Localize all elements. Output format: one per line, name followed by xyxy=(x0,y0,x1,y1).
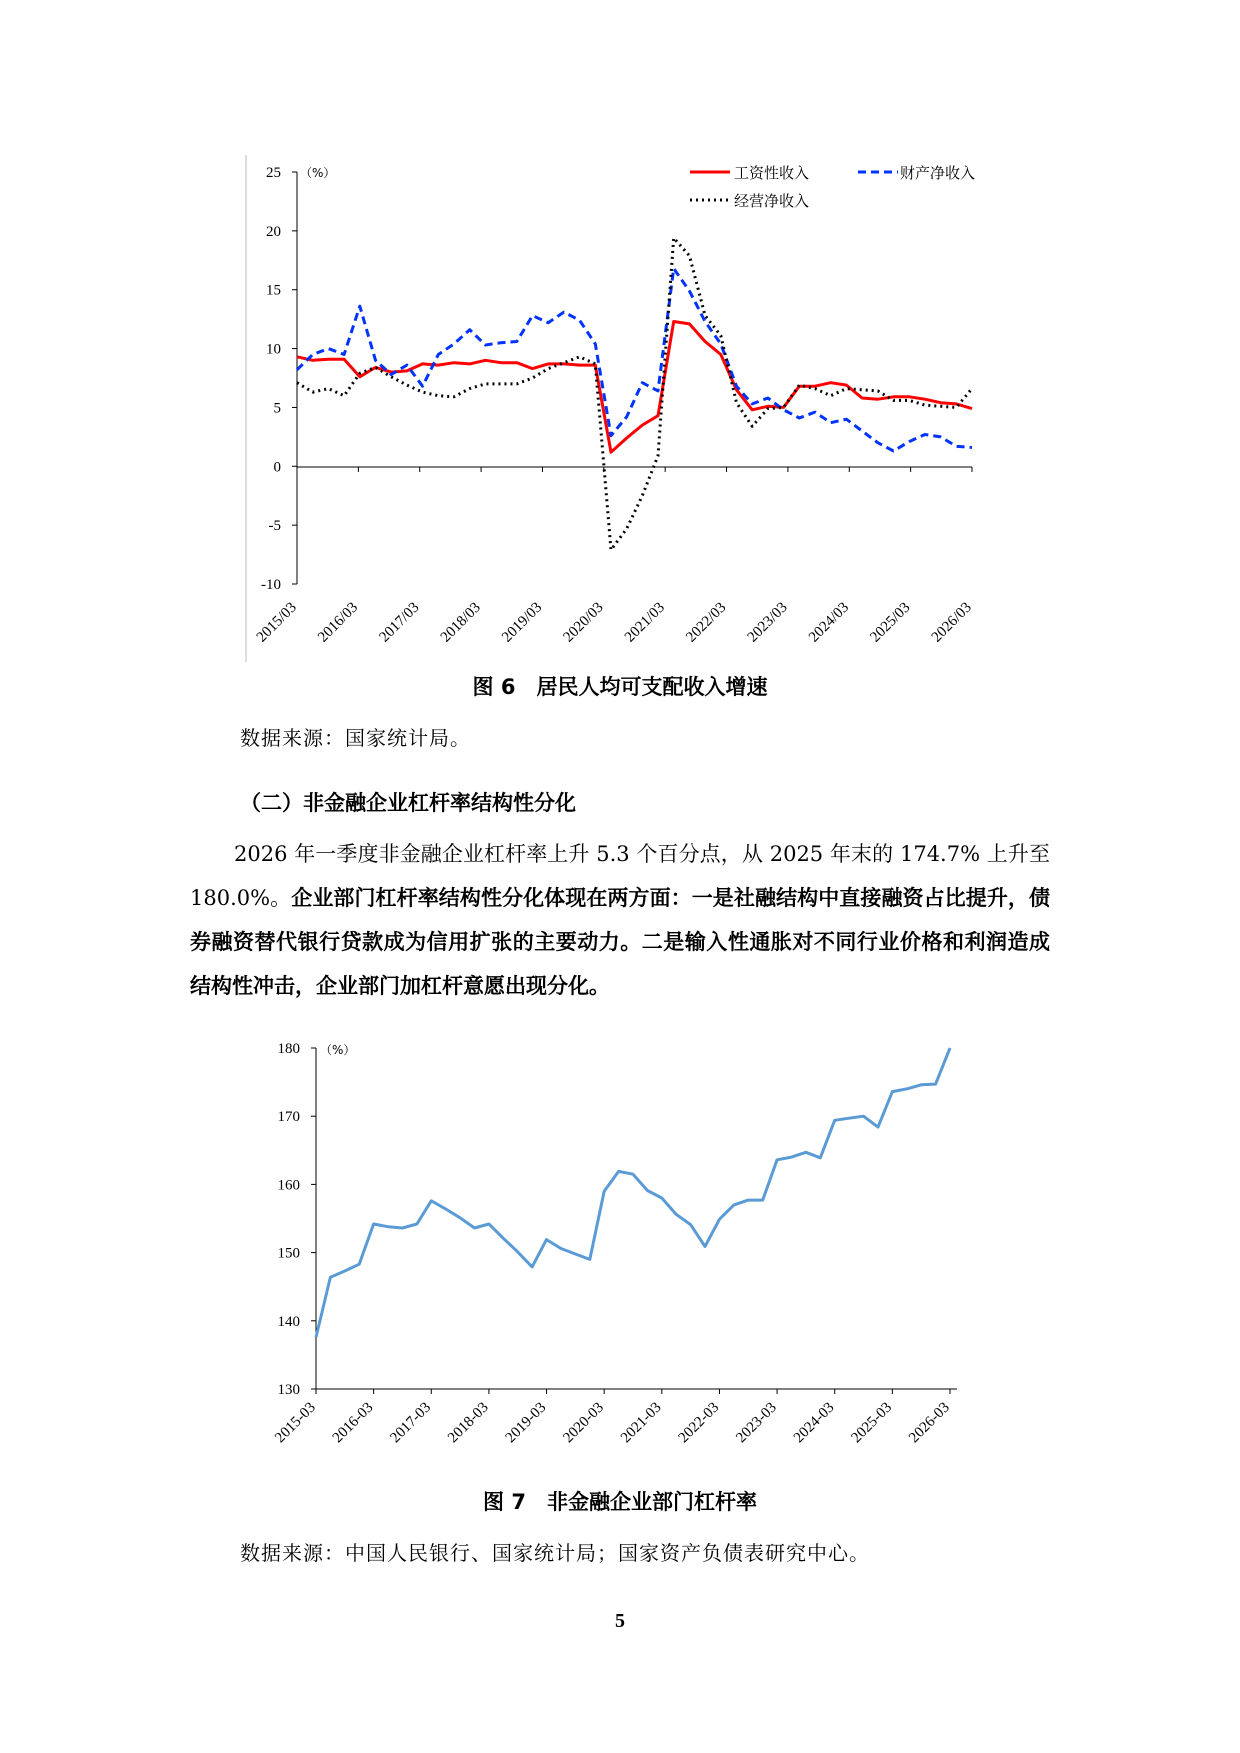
corporate-leverage-chart xyxy=(0,1000,1240,1480)
chart6-unit-label: （%） xyxy=(300,166,336,180)
x-tick-label: 2019/03 xyxy=(499,599,546,646)
y-tick-label: 10 xyxy=(266,341,281,358)
chart7-unit-label: （%） xyxy=(320,1043,356,1057)
x-tick-label: 2020/03 xyxy=(560,599,607,646)
figure7-source: 数据来源：中国人民银行、国家统计局；国家资产负债表研究中心。 xyxy=(240,1541,870,1565)
y-tick-label: 180 xyxy=(277,1041,300,1057)
section-heading: （二）非金融企业杠杆率结构性分化 xyxy=(240,791,576,815)
x-tick-label: 2019-03 xyxy=(502,1399,550,1447)
figure6-source: 数据来源：国家统计局。 xyxy=(240,726,471,750)
chart6-legend xyxy=(690,164,975,210)
x-tick-label: 2018-03 xyxy=(445,1399,492,1447)
legend-label-business: 经营净收入 xyxy=(734,192,810,210)
y-tick-label: -5 xyxy=(268,518,281,535)
x-tick-label: 2023/03 xyxy=(744,599,791,646)
figure6-caption: 图 6 居民人均可支配收入增速 xyxy=(472,675,768,699)
x-tick-label: 2017-03 xyxy=(387,1399,435,1447)
x-tick-label: 2015/03 xyxy=(253,599,300,646)
paragraph-bold-text: 企业部门杠杆率结构性分化体现在两方面：一是社融结构中直接融资占比提升，债券融资替代银行贷款成为信用扩张的主要动力。二是输入性通胀对不同行业价格和利润造成结构性冲击，企业部门加杠杆意愿出现分化。 xyxy=(190,886,1050,998)
x-tick-label: 2025/03 xyxy=(867,599,914,646)
y-tick-label: 20 xyxy=(266,223,281,240)
x-tick-label: 2023-03 xyxy=(733,1399,780,1447)
x-tick-label: 2021/03 xyxy=(621,599,669,646)
series-line-1 xyxy=(297,269,972,452)
y-tick-label: 0 xyxy=(273,459,281,476)
x-tick-label: 2022-03 xyxy=(675,1399,723,1447)
x-tick-label: 2020-03 xyxy=(560,1399,608,1447)
x-tick-label: 2024-03 xyxy=(790,1399,838,1447)
y-tick-label: 160 xyxy=(277,1177,300,1194)
y-tick-label: 15 xyxy=(266,282,281,299)
series-line-0 xyxy=(316,1048,950,1337)
income-growth-chart xyxy=(0,0,1240,700)
legend-label-property: 财产净收入 xyxy=(900,164,976,182)
x-tick-label: 2024/03 xyxy=(806,599,853,646)
body-paragraph xyxy=(190,832,1050,1008)
x-tick-label: 2022/03 xyxy=(683,599,730,646)
y-tick-label: 140 xyxy=(277,1313,300,1330)
y-tick-label: 25 xyxy=(266,165,281,181)
series-line-2 xyxy=(297,238,972,550)
figure7-caption: 图 7 非金融企业部门杠杆率 xyxy=(483,1490,757,1514)
series-line-0 xyxy=(297,322,972,453)
y-tick-label: 170 xyxy=(277,1109,300,1126)
y-tick-label: 150 xyxy=(277,1245,300,1262)
x-tick-label: 2026-03 xyxy=(906,1399,953,1447)
page-number: 5 xyxy=(615,1610,625,1632)
x-tick-label: 2015-03 xyxy=(272,1399,319,1447)
y-tick-label: 130 xyxy=(277,1382,300,1398)
x-tick-label: 2016-03 xyxy=(329,1399,377,1447)
x-tick-label: 2017/03 xyxy=(376,599,423,646)
x-tick-label: 2025-03 xyxy=(848,1399,896,1447)
x-tick-label: 2016/03 xyxy=(315,599,362,646)
x-tick-label: 2018/03 xyxy=(437,599,484,646)
x-tick-label: 2021-03 xyxy=(617,1399,665,1447)
x-tick-label: 2026/03 xyxy=(928,599,975,646)
legend-label-wage: 工资性收入 xyxy=(734,164,810,182)
y-tick-label: 5 xyxy=(273,400,281,417)
y-tick-label: -10 xyxy=(261,577,281,593)
paragraph-normal-text: 2026 年一季度非金融企业杠杆率上升 5.3 个百分点，从 2025 年末的 174.7% 上升至 180.0%。 xyxy=(190,842,1050,910)
